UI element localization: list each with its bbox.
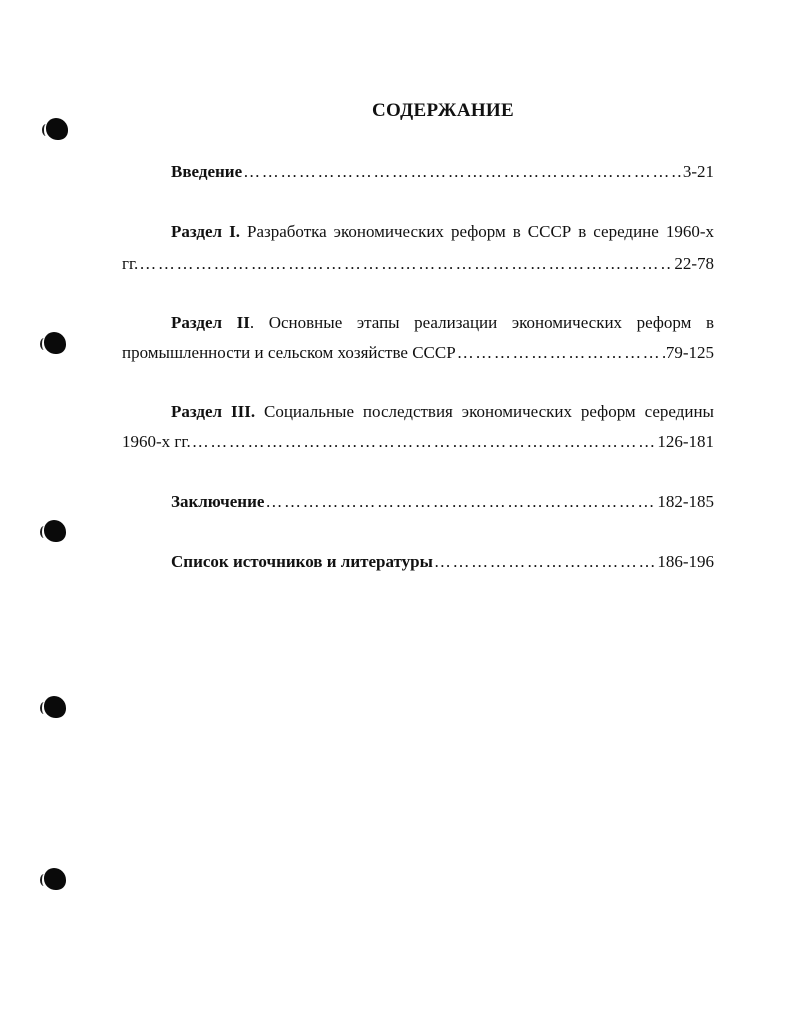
toc-entry-conclusion	[122, 492, 714, 512]
toc-entry-label: Список источников и литературы	[171, 552, 433, 571]
toc-leader-dots	[139, 254, 673, 274]
toc-entry-pages: 186-196	[657, 552, 714, 571]
toc-entry-section-2-line1	[122, 313, 714, 333]
toc-entry-pages: 22-78	[674, 254, 714, 273]
toc-entry-title: . Основные этапы реализации экономических реформ в	[249, 313, 715, 332]
page-title: СОДЕРЖАНИЕ	[372, 100, 514, 121]
toc-entry-pages: 79-125	[665, 343, 714, 362]
toc-entry-section-3-line1	[122, 402, 714, 422]
toc-entry-pages: 126-181	[657, 432, 714, 451]
toc-entry-title-continued: промышленности и сельском хозяйстве СССР	[122, 343, 456, 362]
toc-leader-dots	[457, 343, 665, 363]
binder-hole-mark	[44, 868, 66, 890]
toc-entry-label: Заключение	[171, 492, 265, 511]
toc-entry-label: Раздел III.	[171, 402, 256, 421]
toc-entry-bibliography	[122, 552, 714, 572]
binder-hole-mark	[44, 332, 66, 354]
toc-entry-introduction	[122, 162, 714, 182]
toc-entry-title: Социальные последствия экономических реформ середины	[255, 402, 714, 421]
toc-entry-label: Раздел I.	[171, 222, 240, 241]
toc-leader-dots	[243, 162, 682, 182]
toc-entry-title: Разработка экономических реформ в СССР в середине 1960-х	[239, 222, 714, 241]
toc-entry-label: Введение	[171, 162, 243, 181]
toc-leader-dots	[434, 552, 656, 572]
toc-leader-dots	[192, 432, 657, 452]
toc-entry-section-1-line1	[122, 222, 714, 242]
toc-entry-pages: 182-185	[657, 492, 714, 511]
binder-hole-mark	[44, 520, 66, 542]
toc-leader-dots	[265, 492, 656, 512]
toc-entry-section-1-line2	[122, 254, 714, 274]
toc-entry-label: Раздел II	[171, 313, 250, 332]
toc-entry-pages: 3-21	[682, 162, 714, 181]
binder-hole-mark	[44, 696, 66, 718]
toc-entry-section-2-line2	[122, 343, 714, 363]
toc-entry-title-continued: гг.	[122, 254, 139, 273]
toc-entry-section-3-line2	[122, 432, 714, 452]
toc-entry-title-continued: 1960-х гг.	[122, 432, 191, 451]
